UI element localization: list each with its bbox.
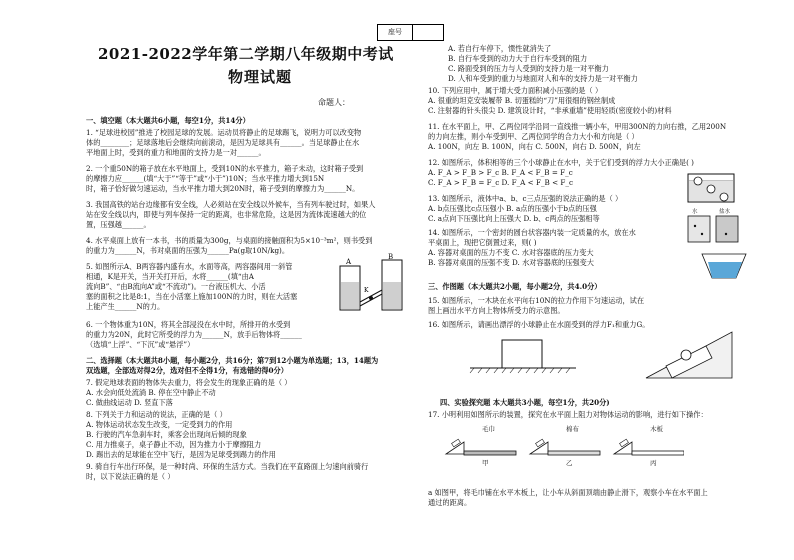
figure-ball-on-slope	[644, 330, 734, 382]
question-17: 17. 小明利用如图所示的装置，探究在水平面上阻力对物体运动的影响，进行如下操作：	[428, 410, 708, 419]
label-b: B	[388, 253, 394, 261]
question-12: 12. 如图所示，体积相等的三个小球静止在水中，关于它们受到的浮力大小正确是( ) A. F_A > F_B > F_c B. F_A < F_B = F_c C. F_A > F_B = F_c D. F_A < F_B < F_c	[428, 158, 694, 188]
question-10: 10. 下列应用中，属于增大受力面积减小压强的是（ ） A. 很重的坦克安装履带 B. 切蛋糕的“刀”用很细的钢丝制成 C. 注射器的针头很尖 D. 建筑设计时，“非承重墙”使用轻质(密度较小的)材料	[428, 86, 672, 116]
question-8: 8. 下列关于力和运动的说法，正确的是（ ） A. 物体运动状态发生改变，一定受到力的作用 B. 行驶的汽车急刹车时，乘客会出现向后倾的现象 C. 用力推桌子，桌子静止不动，因为推力小于摩擦阻力 D. 踢出去的足球能在空中飞行，是因为足球受到踢力的作用	[86, 410, 276, 460]
question-16: 16. 如图所示，请画出漂浮的小球静止在水面受到的浮力F₁和重力G。	[428, 320, 650, 329]
ramp-name-bing: 丙	[650, 459, 657, 467]
exam-subject: 物理试题	[228, 68, 293, 86]
label-k: K	[364, 287, 369, 294]
figure-ramps	[444, 424, 684, 466]
author-label: 命题人：	[318, 98, 350, 107]
question-3: 3. 我国高铁的站台边缘都有安全线，人必须站在安全线以外候车，当有列车驶过时，如果人 站在安全线以内，即使与列车保持一定的距离，也非常危险，这是因为流体流速越大的位 置，压强越______。	[86, 200, 376, 230]
exam-title: 2021-2022学年第二学期八年级期中考试	[98, 45, 394, 63]
figure-connected-containers	[336, 253, 406, 318]
question-9-options: A. 若自行车停下，惯性就消失了 B. 自行车受到的动力大于自行车受到的阻力 C. 路面受到的压力与人受到的支持力是一对平衡力 D. 人和车受到的重力与地面对人和车的支持力是一对平衡力	[448, 44, 638, 84]
question-2: 2. 一个重50N的箱子放在水平地面上，受到10N的水平推力，箱子未动，这时箱子受到 的摩擦力应______(填“大于”“等于”或“小于”)10N；当水平推力增大到15N 时，箱子恰好做匀速运动，当水平推力增大到20N时，箱子受到的摩擦力为______N。	[86, 164, 364, 194]
figure-frustum-container	[700, 250, 748, 280]
figure-block-on-ground	[468, 330, 578, 380]
seat-number-box	[377, 24, 444, 41]
seat-input-box[interactable]	[413, 25, 443, 40]
question-9: 9. 骑自行车出行环保，是一种时尚、环保的生活方式。当我们在平直路面上匀速向前骑行 时，以下说法正确的是（ ）	[86, 462, 369, 482]
question-15: 15. 如图所示，一木块在水平向右10N的拉力作用下匀速运动，试在 图上画出水平方向上物体所受力的示意图。	[428, 296, 645, 316]
ramp-label-cotton: 棉布	[566, 425, 579, 433]
question-5: 5. 如图所示A、B两容器内盛有水，水面等高，两容器间用一斜管 相通，K是开关，当开关打开后，水将______(填“由A 流向B”、“由B流向A”或“不流动”)。一台液压机大、小活 塞的面积之比是8:1，当在小活塞上施加100N的力时，则在大活塞 上能产生______N的力。	[86, 262, 298, 312]
question-7: 7. 假定地球表面的物体失去重力，将会发生的现象正确的是（ ） A. 水会向低处流淌 B. 停在空中静止不动 C. 做曲线运动 D. 竖直下落	[86, 378, 292, 408]
section-4-heading: 四、实验探究题 本大题共3小题，每空1分，共20分)	[440, 398, 610, 407]
ramp-name-jia: 甲	[482, 459, 489, 467]
ramp-label-wood: 木板	[650, 425, 663, 433]
question-11: 11. 在水平面上，甲、乙两位同学沿同一直线推一辆小车，甲用300N的力向右推，乙用200N 的力向左推，则小车受到甲、乙两位同学的合力大小和方向是（ ） A. 100N，向左 B. 100N，向右 C. 500N，向右 D. 500N，向左	[428, 122, 727, 152]
question-17a: a 如图甲，将毛巾铺在水平木板上，让小车从斜面顶端由静止滑下，观察小车在水平面上 通过的距离。	[428, 488, 708, 508]
label-water: 水	[692, 209, 698, 215]
label-saltwater: 盐水	[719, 209, 731, 215]
section-3-heading: 三、作图题（本大题共2小题，每小题2分，共4.0分）	[428, 282, 602, 291]
section-1-heading: 一、填空题（本大题共6小题，每空1分，共14分）	[86, 116, 250, 125]
question-1: 1. “足球进校园”推进了校园足球的发展。运动员将静止的足球踢飞，说明力可以改变物 体的________；足球落地后会继续向前滚动，是因为足球具有______。当足球静止在水 平地面上时，受到的重力和地面的支持力是一对______。	[86, 128, 362, 158]
question-14: 14. 如图所示，一个密封的圆台状容器内装一定质量的水，放在水 平桌面上，现把它倒置过来，则( ) A. 容器对桌面的压力不变 C. 水对容器底的压力变大 B. 容器对桌面的压强不变 D. 水对容器底的压强变大	[428, 228, 636, 268]
ramp-name-yi: 乙	[566, 459, 573, 467]
ramp-label-towel: 毛巾	[482, 425, 495, 433]
label-a: A	[346, 258, 352, 266]
question-13: 13. 如图所示，液体中a、b、c三点压强的说法正确的是（ ） A. b点压强比c点压强小 B. a点的压强小于b点的压强 C. a点向下压强比向上压强大 D. b、c两点的压强相等	[428, 194, 623, 224]
seat-label: 座号	[378, 25, 413, 40]
question-6: 6. 一个物体重为10N，将其全部浸没在水中时，所排开的水受到 的重力为20N，此时它所受的浮力为______N，放手后物体将______ （选填“上浮”、“下沉”或“悬浮”）	[86, 320, 302, 350]
question-4: 4. 水平桌面上放有一本书，书的质量为300g，与桌面的接触面积为5×10⁻³m²，则书受到 的重力为______N，书对桌面的压强为______Pa(g取10N/kg)。	[86, 236, 373, 256]
section-2-heading: 二、选择题（本大题共8小题，每小题2分，共16分；第7到12小题为单选题；13，14题为 双选题，全部选对得2分，选对但不全得1分，有选错的得0分）	[86, 356, 379, 376]
